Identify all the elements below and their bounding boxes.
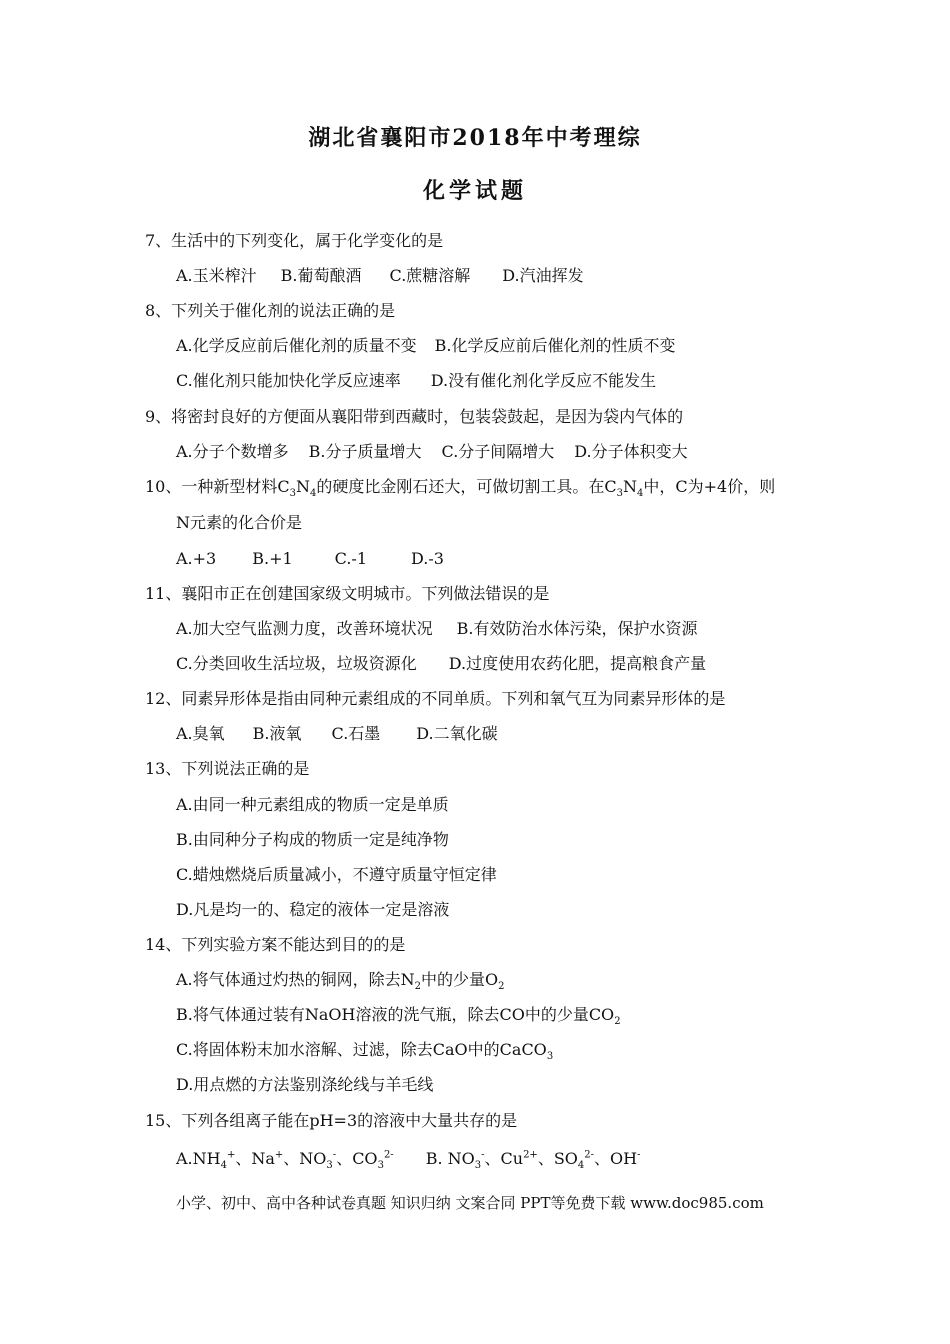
question-7: 7、生活中的下列变化，属于化学变化的是 (145, 231, 444, 250)
option-b: B.分子质量增大 (308, 442, 422, 461)
question-15-options (176, 1146, 641, 1177)
question-9-options (176, 442, 688, 462)
option-d: D.没有催化剂化学反应不能发生 (430, 371, 657, 390)
option-c: C.-1 (334, 549, 368, 568)
question-15: 15、下列各组离子能在pH=3的溶液中大量共存的是 (145, 1111, 518, 1130)
option-b: B.由同种分子构成的物质一定是纯净物 (176, 830, 449, 849)
question-12-options (176, 724, 498, 744)
option-b: B.+1 (252, 549, 293, 568)
footer-text: 小学、初中、高中各种试卷真题 知识归纳 文案合同 PPT等免费下载 www.doc985.com (176, 1194, 764, 1212)
option-d: D.过度使用农药化肥，提高粮食产量 (448, 654, 707, 673)
option-a: A.分子个数增多 (176, 442, 289, 461)
question-11-options-ab (176, 619, 698, 639)
page-subtitle: 化学试题 (422, 178, 527, 204)
option-d: D.-3 (411, 549, 444, 568)
option-c: C.分子间隔增大 (441, 442, 555, 461)
question-7-options (176, 266, 584, 286)
option-c: C.蔗糖溶解 (389, 266, 471, 285)
option-c: C.催化剂只能加快化学反应速率 (176, 371, 401, 390)
question-10-stem-line2: N元素的化合价是 (176, 513, 303, 532)
option-a: A.+3 (176, 549, 217, 568)
option-b: B.化学反应前后催化剂的性质不变 (434, 336, 676, 355)
option-c: C.石墨 (331, 724, 381, 743)
option-d: D.二氧化碳 (416, 724, 498, 743)
option-b: B. $NO_3^-$、$Cu^{2+}$、$SO_4^{2-}$、OH- (425, 1149, 641, 1172)
question-10-options (176, 549, 444, 569)
question-12: 12、同素异形体是指由同种元素组成的不同单质。下列和氧气互为同素异形体的是 (145, 689, 726, 708)
question-14: 14、下列实验方案不能达到目的的是 (145, 935, 406, 954)
question-10: 10、一种新型材料$C_3N_4$的硬度比金刚石还大，可做切割工具。在$C_3N_4$中，C为+4价，则 (145, 477, 776, 500)
question-8-options-cd (176, 371, 656, 391)
option-a: $A.NH_4^+$、Na+、$NO_3^-$、$CO_3^{2-}$ (176, 1149, 394, 1172)
option-d: D.汽油挥发 (502, 266, 584, 285)
option-d: D.用点燃的方法鉴别涤纶线与羊毛线 (176, 1075, 434, 1094)
option-a: A.加大空气监测力度，改善环境状况 (176, 619, 433, 638)
option-b: B.将气体通过装有NaOH溶液的洗气瓶，除去CO中的少量$CO_2$ (176, 1005, 621, 1028)
option-b: B.液氧 (252, 724, 302, 743)
option-d: D.凡是均一的、稳定的液体一定是溶液 (176, 900, 450, 919)
question-9: 9、将密封良好的方便面从襄阳带到西藏时，包装袋鼓起，是因为袋内气体的 (145, 407, 684, 426)
question-8-options-ab (176, 336, 676, 356)
question-13: 13、下列说法正确的是 (145, 759, 310, 778)
option-a: A.化学反应前后催化剂的质量不变 (176, 336, 417, 355)
option-c: C.蜡烛燃烧后质量减小，不遵守质量守恒定律 (176, 865, 497, 884)
option-a: A.玉米榨汁 (176, 266, 257, 285)
option-a: A.将气体通过灼热的铜网，除去$N_2$中的少量$O_2$ (176, 970, 505, 993)
question-11-options-cd (176, 654, 706, 674)
option-c: C.分类回收生活垃圾，垃圾资源化 (176, 654, 417, 673)
question-8: 8、下列关于催化剂的说法正确的是 (145, 301, 396, 320)
option-a: A.由同一种元素组成的物质一定是单质 (176, 795, 449, 814)
option-d: D.分子体积变大 (574, 442, 688, 461)
option-b: B.葡萄酿酒 (280, 266, 362, 285)
option-c: C.将固体粉末加水溶解、过滤，除去CaO中的CaCO$_3$ (176, 1040, 554, 1063)
option-a: A.臭氧 (176, 724, 225, 743)
option-b: B.有效防治水体污染，保护水资源 (456, 619, 698, 638)
page-title: 湖北省襄阳市2018年中考理综 (308, 125, 642, 151)
question-11: 11、襄阳市正在创建国家级文明城市。下列做法错误的是 (145, 584, 550, 603)
